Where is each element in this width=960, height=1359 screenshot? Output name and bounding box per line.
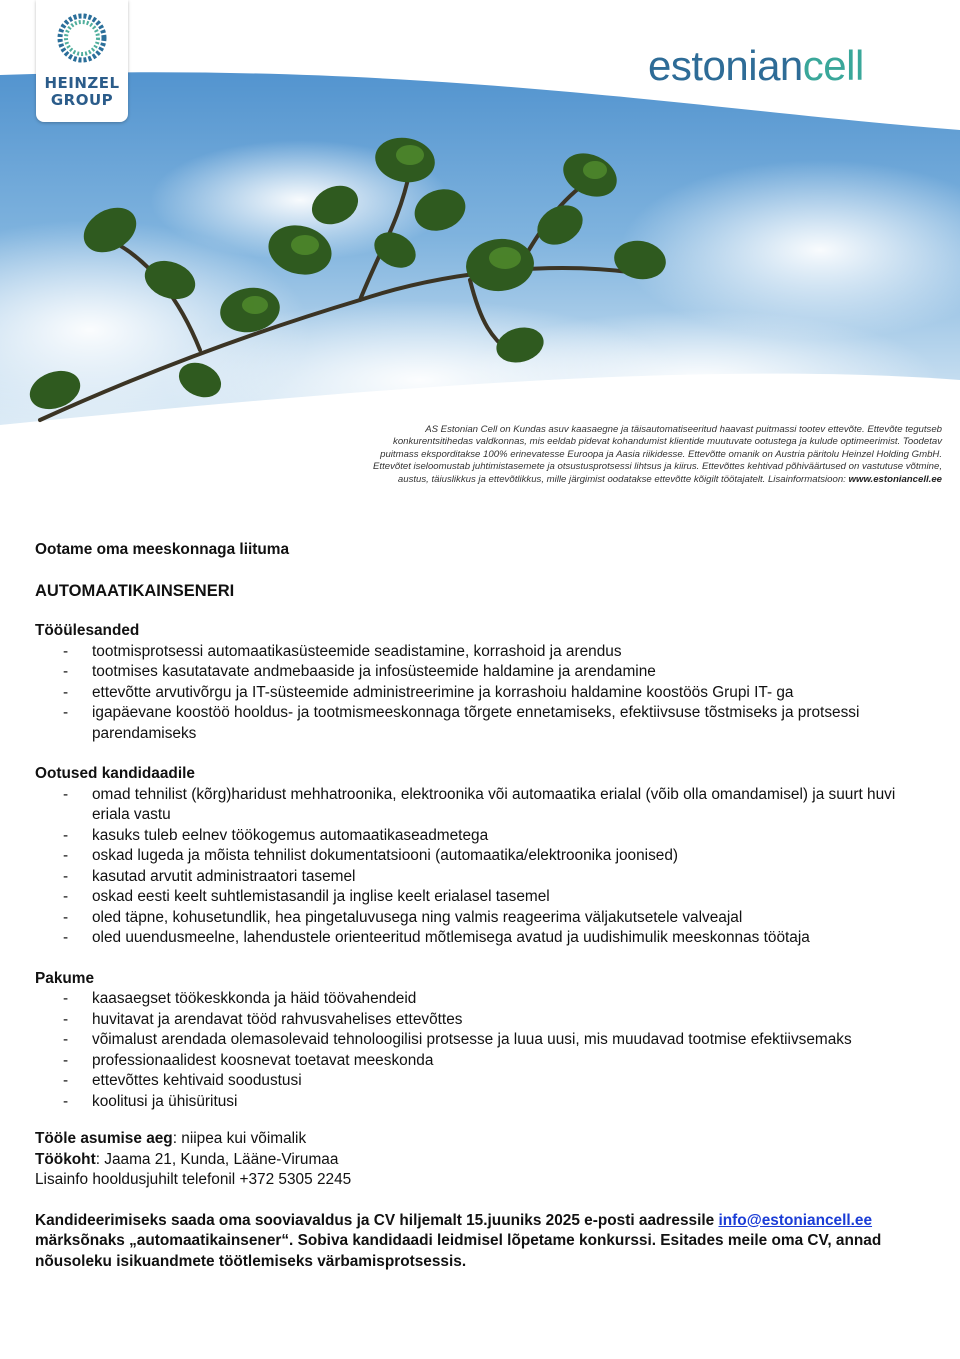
list-item: - tootmises kasutatavate andmebaaside ja infosüsteemide haldamine ja arendamine [35,662,925,683]
list-item: - tootmisprotsessi automaatikasüsteemide seadistamine, korrashoid ja arendus [35,642,925,663]
cta-text-1: Kandideerimiseks saada oma sooviavaldus ja CV hiljemalt 15.juuniks 2025 e-posti aadressile [35,1211,715,1229]
estonian-cell-logo [648,42,864,90]
list-item: - oled täpne, kohusetundlik, hea pingetaluvusega ning valmis reageerima väljakutsetele valveajal [35,908,925,929]
list-item: - oskad lugeda ja mõista tehnilist dokumentatsiooni (automaatika/elektroonika joonised) [35,846,925,867]
logo-estonian: estonian [648,42,803,89]
list-item: - oskad eesti keelt suhtlemistasandil ja inglise keelt erialasel tasemel [35,887,925,908]
list-item: - ettevõttes kehtivaid soodustusi [35,1071,925,1092]
logo-cell: cell [802,42,864,89]
list-item: - igapäevane koostöö hooldus- ja tootmismeeskonnaga tõrgete ennetamiseks, efektiivsuse tõstmiseks ja protsessi parendamiseks [35,703,925,744]
list-item: - omad tehnilist (kõrg)haridust mehhatroonika, elektroonika või automaatika erialal (võib olla omandamisel) ja suurt huvi eriala vastu [35,785,925,826]
section-title: Ootused kandidaadile [35,765,195,782]
contact-line: Lisainfo hooldusjuhilt telefonil +372 5305 2245 [35,1171,352,1188]
position-title: AUTOMAATIKAINSENERI [35,581,235,600]
list-item: - huvitavat ja arendavat tööd rahvusvahelises ettevõttes [35,1010,925,1031]
job-ad [35,540,925,1272]
heinzel-line2: GROUP [50,91,114,109]
list-item: - ettevõtte arvutivõrgu ja IT-süsteemide administreerimine ja korrashoiu haldamine koostöös Grupi IT- ga [35,683,925,704]
start-time-value: : niipea kui võimalik [172,1130,307,1147]
heinzel-group-logo [36,0,128,122]
section-title: Tööülesanded [35,622,140,639]
job-sections [35,621,925,1112]
list-item: - kaasaegset töökeskkonda ja häid töövahendeid [35,989,925,1010]
list-item: - kasutad arvutit administraatori tasemel [35,867,925,888]
workplace-line [35,1150,925,1171]
company-description [360,424,942,486]
start-time-line [35,1129,925,1150]
list-item: - oled uuendusmeelne, lahendustele orienteeritud mõtlemisega avatud ja uudishimulik meeskonnas töötaja [35,928,925,949]
start-time-label: Tööle asumise aeg [35,1130,173,1147]
list-item: - koolitusi ja ühisüritusi [35,1092,925,1113]
cta-text-2: märksõnaks „automaatikainsener“. Sobiva kandidaadi leidmisel lõpetame konkurssi. Esitades meile oma CV, annad nõusoleku isikuandmete töötlemiseks värbamisprotsessis. [35,1232,882,1270]
section-list [35,989,925,1112]
workplace-label: Töökoht [35,1150,96,1168]
section-list [35,785,925,949]
list-item: - professionaalidest koosnevat toetavat meeskonda [35,1051,925,1072]
list-item: - võimalust arendada olemasolevaid tehnoloogilisi protsesse ja luua uusi, mis muudavad tootmise efektiivsemaks [35,1030,925,1051]
company-website: www.estoniancell.ee [848,473,942,485]
heinzel-ring-icon [54,10,110,66]
workplace-value: : Jaama 21, Kunda, Lääne-Virumaa [95,1150,339,1168]
list-item: - kasuks tuleb eelnev töökogemus automaatikaseadmetega [35,826,925,847]
email-link[interactable]: info@estoniancell.ee [718,1211,873,1229]
section-list [35,642,925,745]
intro-line: Ootame oma meeskonnaga liituma [35,541,290,558]
company-description-text: AS Estonian Cell on Kundas asuv kaasaegne ja täisautomatiseeritud haavast puitmassi tootev ettevõte. Ettevõte tegutseb konkurentsitihedas valdkonnas, mis eeldab pidevat kohandumist klientide muutuvate ootustega ja kulude optimeerimist. Toodetav puitmass eksporditakse 100% erinevatesse Euroopa ja Aasia riikidesse. Ettevõtte omanik on Austria päritolu Heinzel Holding GmbH. Ettevõtet iseloomustab juhtimistasemete ja otsustusprotsessi lihtsus ja kiirus. Ettevõttes kehtivad põhiväärtused on vastutuse võtmine, austus, täiuslikkus ja ettevõtlikkus, mille järgimist oodatakse ettevõtte kõigilt töötajatelt. Lisainformatsioon: [373,424,942,485]
application-instructions [35,1211,925,1273]
section-title: Pakume [35,969,95,987]
job-info [35,1129,925,1191]
heinzel-line1: HEINZEL [44,74,120,92]
